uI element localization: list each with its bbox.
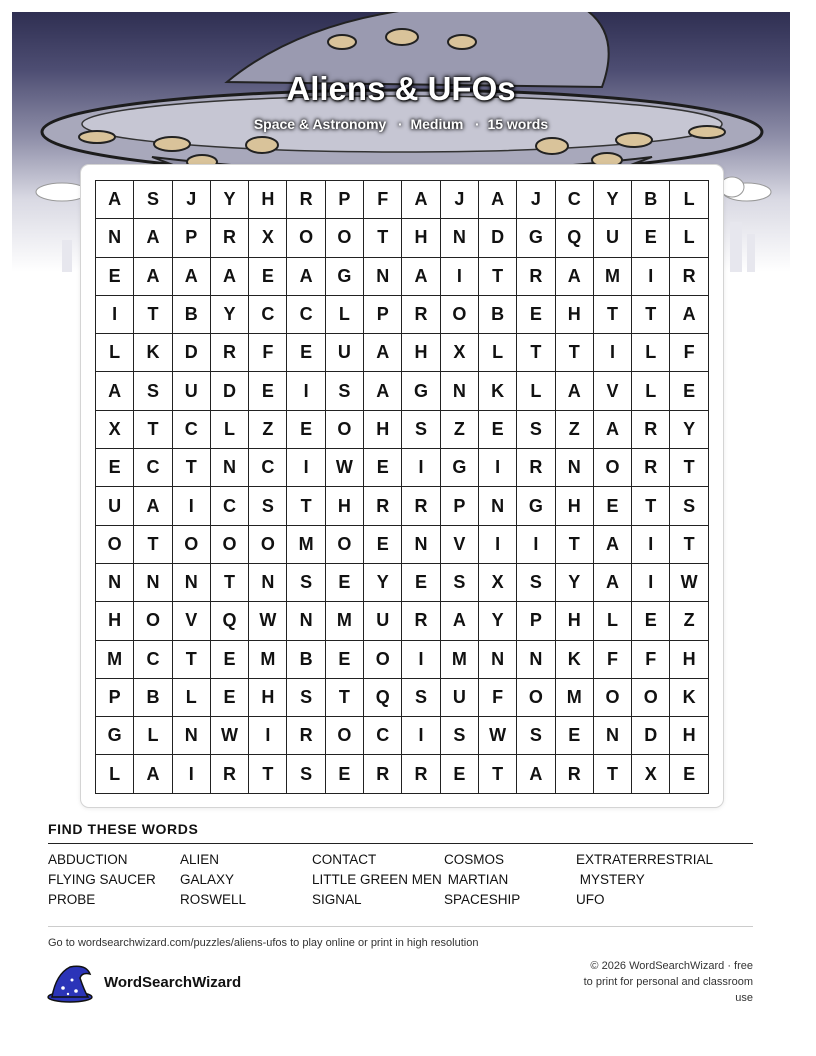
grid-cell: I (287, 449, 325, 487)
grid-cell: O (134, 602, 172, 640)
word-list-item: MARTIAN (444, 872, 509, 887)
grid-cell: X (249, 219, 287, 257)
page-title: Aliens & UFOs (286, 70, 516, 107)
grid-cell: A (594, 564, 632, 602)
footer-url-text: Go to wordsearchwizard.com/puzzles/aliens-ufos to play online or print in high resolution (48, 937, 479, 949)
grid-cell: O (326, 526, 364, 564)
grid-cell: S (670, 487, 708, 525)
grid-cell: S (517, 564, 555, 602)
grid-cell: Y (556, 564, 594, 602)
grid-cell: G (96, 717, 134, 755)
grid-cell: P (441, 487, 479, 525)
word-list-item: SIGNAL (312, 892, 362, 907)
grid-cell: U (96, 487, 134, 525)
grid-cell: N (364, 258, 402, 296)
grid-cell: B (134, 679, 172, 717)
grid-cell: U (441, 679, 479, 717)
grid-cell: S (287, 679, 325, 717)
grid-cell: L (594, 602, 632, 640)
grid-cell: E (211, 679, 249, 717)
grid-cell: O (211, 526, 249, 564)
grid-cell: S (402, 411, 440, 449)
grid-cell: W (326, 449, 364, 487)
grid-cell: O (249, 526, 287, 564)
grid-cell: L (517, 372, 555, 410)
grid-cell: E (632, 602, 670, 640)
grid-cell: F (594, 641, 632, 679)
grid-cell: E (364, 526, 402, 564)
grid-cell: N (594, 717, 632, 755)
grid-cell: S (402, 679, 440, 717)
grid-cell: Q (364, 679, 402, 717)
grid-cell: S (249, 487, 287, 525)
grid-cell: H (556, 487, 594, 525)
divider (48, 843, 753, 844)
grid-cell: C (211, 487, 249, 525)
grid-cell: U (594, 219, 632, 257)
grid-cell: M (287, 526, 325, 564)
grid-cell: B (479, 296, 517, 334)
grid-cell: S (134, 181, 172, 219)
grid-cell: E (479, 411, 517, 449)
grid-cell: L (96, 334, 134, 372)
grid-cell: R (211, 755, 249, 793)
grid-cell: P (364, 296, 402, 334)
grid-cell: Y (479, 602, 517, 640)
grid-cell: R (402, 602, 440, 640)
grid-cell: S (134, 372, 172, 410)
grid-cell: U (326, 334, 364, 372)
grid-cell: E (517, 296, 555, 334)
grid-cell: R (287, 181, 325, 219)
grid-cell: H (670, 717, 708, 755)
word-list (48, 852, 768, 912)
grid-cell: B (632, 181, 670, 219)
grid-cell: R (632, 411, 670, 449)
grid-cell: E (326, 641, 364, 679)
grid-cell: Y (364, 564, 402, 602)
grid-cell: M (96, 641, 134, 679)
grid-cell: C (173, 411, 211, 449)
grid-cell: A (364, 372, 402, 410)
grid-cell: T (249, 755, 287, 793)
grid-cell: O (594, 449, 632, 487)
grid-cell: T (670, 526, 708, 564)
grid-cell: L (632, 334, 670, 372)
grid-cell: T (556, 526, 594, 564)
letter-grid (95, 180, 709, 794)
grid-cell: K (134, 334, 172, 372)
grid-cell: R (556, 755, 594, 793)
grid-cell: O (594, 679, 632, 717)
grid-cell: L (326, 296, 364, 334)
grid-cell: O (96, 526, 134, 564)
grid-cell: R (402, 296, 440, 334)
grid-cell: R (364, 755, 402, 793)
grid-cell: R (402, 755, 440, 793)
grid-cell: I (287, 372, 325, 410)
grid-cell: A (402, 258, 440, 296)
divider (48, 926, 753, 927)
grid-cell: N (517, 641, 555, 679)
grid-cell: C (364, 717, 402, 755)
grid-cell: X (441, 334, 479, 372)
grid-cell: T (134, 526, 172, 564)
grid-cell: T (517, 334, 555, 372)
grid-cell: S (517, 717, 555, 755)
grid-cell: A (594, 526, 632, 564)
grid-cell: H (249, 181, 287, 219)
grid-cell: N (96, 564, 134, 602)
grid-cell: O (632, 679, 670, 717)
grid-cell: O (326, 219, 364, 257)
grid-cell: Z (670, 602, 708, 640)
grid-cell: E (594, 487, 632, 525)
grid-cell: E (249, 258, 287, 296)
word-list-item: ROSWELL (180, 892, 247, 907)
grid-cell: R (364, 487, 402, 525)
grid-cell: I (402, 449, 440, 487)
grid-cell: C (134, 641, 172, 679)
grid-cell: E (287, 334, 325, 372)
grid-cell: T (479, 258, 517, 296)
grid-cell: P (173, 219, 211, 257)
grid-cell: M (326, 602, 364, 640)
grid-cell: E (326, 755, 364, 793)
grid-cell: F (249, 334, 287, 372)
wizard-hat-icon (46, 964, 94, 1004)
grid-cell: E (632, 219, 670, 257)
word-list-item: MYSTERY (576, 872, 645, 887)
grid-cell: S (441, 717, 479, 755)
grid-cell: Z (441, 411, 479, 449)
puzzle-subtitle: Space & Astronomy · Medium · 15 words (253, 116, 549, 132)
grid-cell: I (632, 258, 670, 296)
grid-cell: E (364, 449, 402, 487)
grid-cell: A (556, 372, 594, 410)
grid-cell: D (479, 219, 517, 257)
grid-cell: T (594, 296, 632, 334)
brand-name: WordSearchWizard (104, 974, 242, 991)
grid-cell: N (441, 372, 479, 410)
grid-cell: J (441, 181, 479, 219)
grid-cell: S (441, 564, 479, 602)
grid-cell: A (479, 181, 517, 219)
grid-cell: R (402, 487, 440, 525)
grid-cell: E (287, 411, 325, 449)
grid-cell: F (632, 641, 670, 679)
grid-cell: L (632, 372, 670, 410)
grid-cell: O (173, 526, 211, 564)
grid-cell: X (96, 411, 134, 449)
grid-cell: T (556, 334, 594, 372)
grid-cell: W (211, 717, 249, 755)
grid-cell: A (402, 181, 440, 219)
word-list-item: EXTRATERRESTRIAL (576, 852, 714, 867)
grid-cell: N (96, 219, 134, 257)
grid-cell: H (96, 602, 134, 640)
grid-cell: P (517, 602, 555, 640)
grid-cell: R (517, 449, 555, 487)
grid-cell: O (364, 641, 402, 679)
grid-cell: S (326, 372, 364, 410)
grid-cell: P (326, 181, 364, 219)
grid-cell: O (326, 717, 364, 755)
grid-cell: T (211, 564, 249, 602)
grid-cell: A (211, 258, 249, 296)
grid-cell: A (364, 334, 402, 372)
grid-cell: D (211, 372, 249, 410)
grid-cell: A (96, 372, 134, 410)
grid-cell: M (594, 258, 632, 296)
grid-cell: D (173, 334, 211, 372)
grid-cell: T (134, 296, 172, 334)
grid-cell: N (211, 449, 249, 487)
word-list-item: SPACESHIP (444, 892, 521, 907)
grid-cell: C (134, 449, 172, 487)
grid-cell: A (594, 411, 632, 449)
grid-cell: N (173, 717, 211, 755)
grid-cell: Y (211, 181, 249, 219)
word-list-item: ABDUCTION (48, 852, 128, 867)
grid-cell: R (211, 219, 249, 257)
grid-cell: R (211, 334, 249, 372)
grid-cell: E (211, 641, 249, 679)
word-list-item: ALIEN (180, 852, 220, 867)
grid-cell: E (441, 755, 479, 793)
grid-cell: B (287, 641, 325, 679)
grid-cell: G (517, 487, 555, 525)
grid-cell: A (134, 487, 172, 525)
grid-cell: A (287, 258, 325, 296)
grid-cell: V (173, 602, 211, 640)
grid-cell: A (134, 755, 172, 793)
grid-cell: A (173, 258, 211, 296)
word-list-item: CONTACT (312, 852, 377, 867)
grid-cell: N (556, 449, 594, 487)
grid-cell: T (670, 449, 708, 487)
grid-cell: O (326, 411, 364, 449)
grid-cell: U (173, 372, 211, 410)
grid-cell: E (96, 258, 134, 296)
grid-cell: T (173, 449, 211, 487)
grid-cell: E (96, 449, 134, 487)
grid-cell: I (441, 258, 479, 296)
grid-cell: H (670, 641, 708, 679)
grid-cell: K (670, 679, 708, 717)
grid-cell: S (287, 755, 325, 793)
grid-cell: G (517, 219, 555, 257)
grid-cell: Y (670, 411, 708, 449)
grid-cell: J (173, 181, 211, 219)
grid-cell: L (173, 679, 211, 717)
grid-cell: N (402, 526, 440, 564)
grid-cell: W (479, 717, 517, 755)
grid-cell: E (249, 372, 287, 410)
grid-cell: H (556, 296, 594, 334)
grid-cell: G (402, 372, 440, 410)
grid-cell: Z (556, 411, 594, 449)
grid-cell: W (670, 564, 708, 602)
grid-cell: I (173, 755, 211, 793)
grid-cell: T (632, 296, 670, 334)
grid-cell: V (594, 372, 632, 410)
grid-cell: T (287, 487, 325, 525)
word-list-heading: FIND THESE WORDS (48, 821, 199, 837)
grid-cell: I (594, 334, 632, 372)
grid-cell: N (479, 487, 517, 525)
grid-cell: C (249, 449, 287, 487)
grid-cell: A (556, 258, 594, 296)
grid-cell: F (364, 181, 402, 219)
grid-cell: M (249, 641, 287, 679)
grid-cell: W (249, 602, 287, 640)
grid-cell: I (96, 296, 134, 334)
grid-cell: N (441, 219, 479, 257)
grid-cell: Q (556, 219, 594, 257)
grid-cell: I (517, 526, 555, 564)
grid-cell: L (479, 334, 517, 372)
grid-cell: Q (211, 602, 249, 640)
word-list-item: LITTLE GREEN MEN (312, 872, 442, 887)
grid-cell: M (441, 641, 479, 679)
grid-cell: P (96, 679, 134, 717)
grid-cell: O (517, 679, 555, 717)
grid-cell: I (632, 526, 670, 564)
grid-cell: A (96, 181, 134, 219)
grid-cell: H (402, 219, 440, 257)
grid-cell: U (364, 602, 402, 640)
grid-cell: T (173, 641, 211, 679)
grid-cell: L (134, 717, 172, 755)
grid-cell: H (364, 411, 402, 449)
grid-cell: I (249, 717, 287, 755)
grid-cell: A (441, 602, 479, 640)
copyright-text: © 2026 WordSearchWizard · free to print for personal and classroom use (583, 960, 753, 1004)
grid-cell: H (556, 602, 594, 640)
grid-cell: Y (211, 296, 249, 334)
grid-cell: O (287, 219, 325, 257)
grid-cell: H (326, 487, 364, 525)
grid-cell: S (287, 564, 325, 602)
grid-cell: A (517, 755, 555, 793)
grid-cell: E (556, 717, 594, 755)
grid-cell: A (670, 296, 708, 334)
grid-cell: X (479, 564, 517, 602)
grid-cell: H (249, 679, 287, 717)
grid-cell: A (134, 219, 172, 257)
grid-cell: C (287, 296, 325, 334)
grid-cell: N (134, 564, 172, 602)
grid-cell: T (632, 487, 670, 525)
word-list-item: COSMOS (444, 852, 505, 867)
grid-cell: H (402, 334, 440, 372)
grid-cell: F (670, 334, 708, 372)
grid-cell: D (632, 717, 670, 755)
grid-cell: R (632, 449, 670, 487)
grid-cell: C (249, 296, 287, 334)
grid-cell: N (479, 641, 517, 679)
grid-cell: L (670, 219, 708, 257)
grid-cell: Z (249, 411, 287, 449)
grid-cell: L (96, 755, 134, 793)
grid-cell: I (479, 449, 517, 487)
grid-cell: Y (594, 181, 632, 219)
grid-cell: I (479, 526, 517, 564)
grid-cell: M (556, 679, 594, 717)
grid-cell: T (594, 755, 632, 793)
grid-cell: L (670, 181, 708, 219)
grid-cell: S (517, 411, 555, 449)
grid-cell: B (173, 296, 211, 334)
grid-cell: K (556, 641, 594, 679)
grid-cell: R (287, 717, 325, 755)
grid-cell: T (364, 219, 402, 257)
grid-cell: N (173, 564, 211, 602)
grid-cell: G (326, 258, 364, 296)
grid-cell: I (632, 564, 670, 602)
grid-cell: E (402, 564, 440, 602)
grid-cell: G (441, 449, 479, 487)
grid-cell: X (632, 755, 670, 793)
grid-cell: R (670, 258, 708, 296)
grid-cell: E (670, 755, 708, 793)
grid-cell: O (441, 296, 479, 334)
grid-cell: K (479, 372, 517, 410)
grid-cell: J (517, 181, 555, 219)
grid-cell: N (287, 602, 325, 640)
grid-cell: L (211, 411, 249, 449)
grid-cell: T (134, 411, 172, 449)
word-list-item: PROBE (48, 892, 96, 907)
grid-cell: T (326, 679, 364, 717)
grid-cell: E (670, 372, 708, 410)
word-list-item: FLYING SAUCER (48, 872, 156, 887)
grid-cell: N (249, 564, 287, 602)
word-list-item: GALAXY (180, 872, 235, 887)
grid-cell: E (326, 564, 364, 602)
grid-cell: V (441, 526, 479, 564)
word-list-item: UFO (576, 892, 605, 907)
grid-cell: A (134, 258, 172, 296)
grid-cell: I (173, 487, 211, 525)
grid-cell: R (517, 258, 555, 296)
grid-cell: T (479, 755, 517, 793)
grid-cell: C (556, 181, 594, 219)
grid-cell: I (402, 641, 440, 679)
grid-cell: I (402, 717, 440, 755)
grid-cell: F (479, 679, 517, 717)
